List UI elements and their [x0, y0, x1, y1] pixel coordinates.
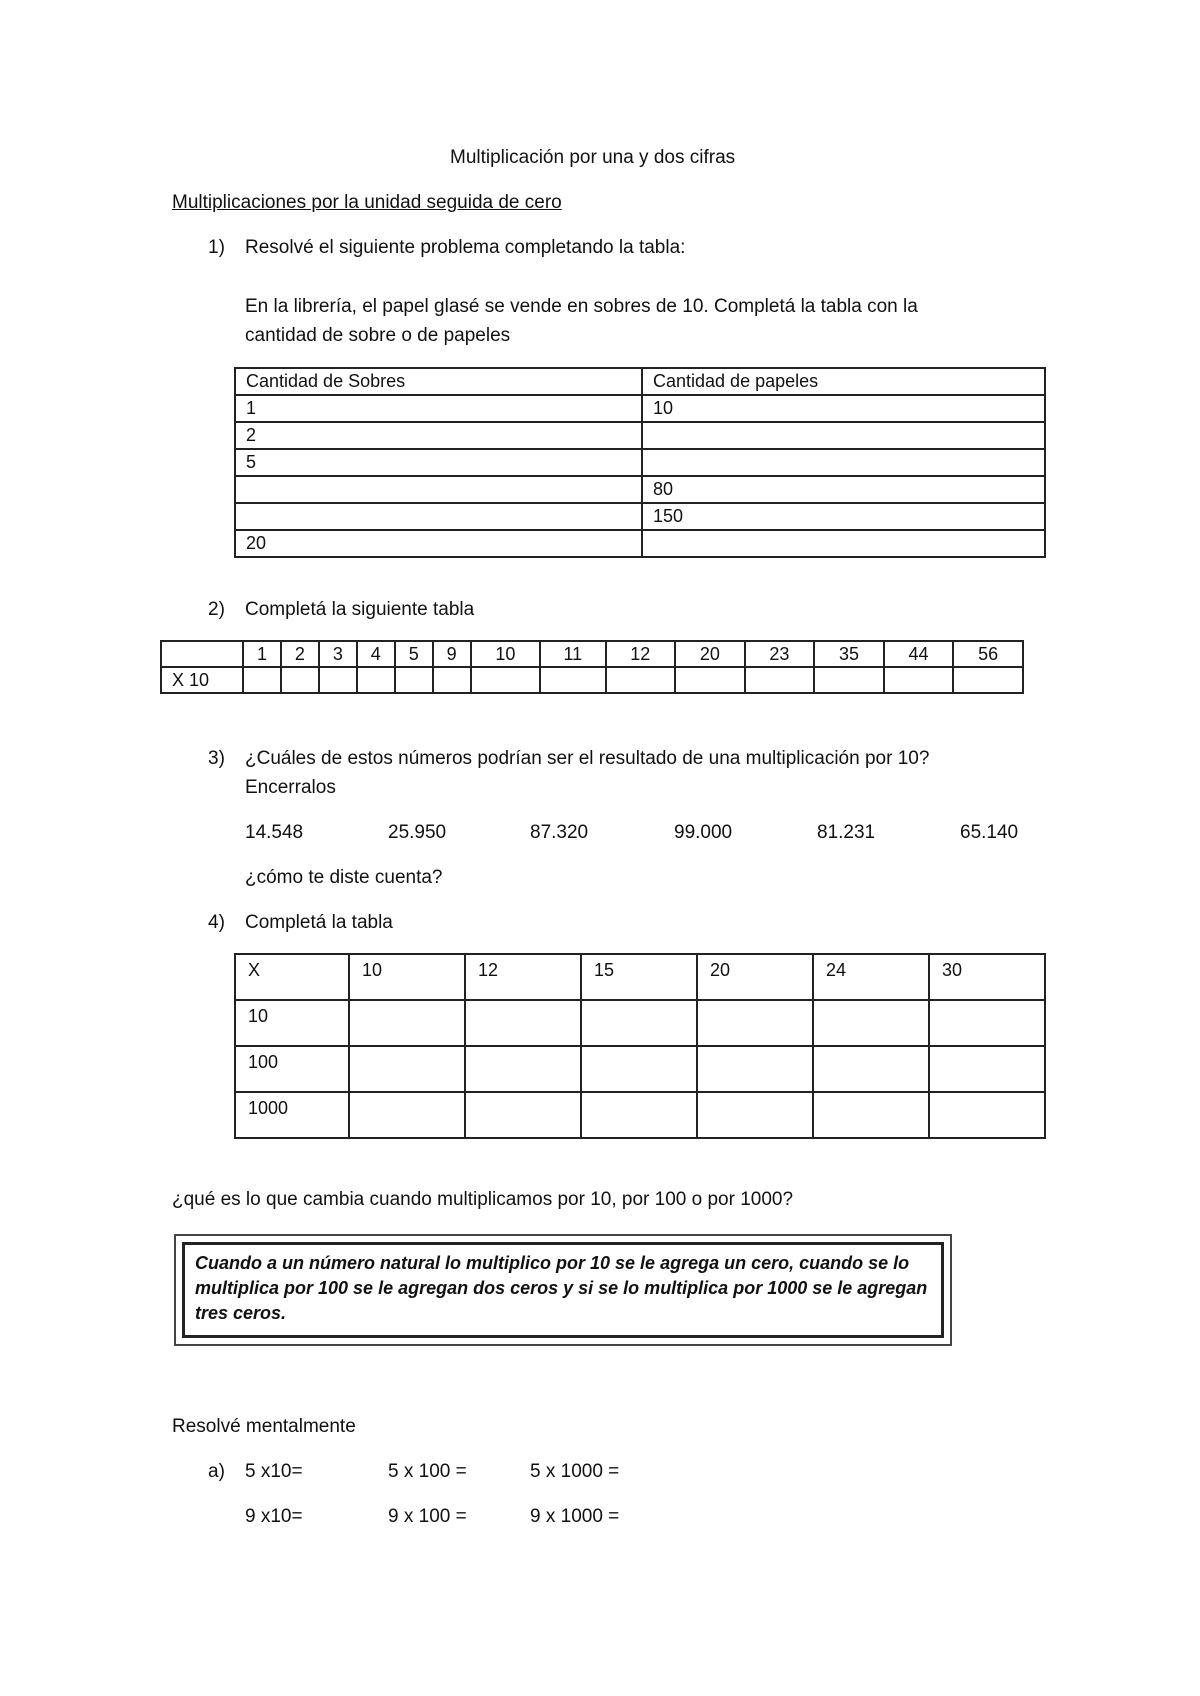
exercise-3-question: ¿Cuáles de estos números podrían ser el resultado de una multiplicación por 10?: [245, 748, 930, 769]
table-cell[interactable]: [243, 667, 281, 693]
row-label: 100: [235, 1046, 349, 1092]
candidate-number[interactable]: 87.320: [530, 822, 589, 843]
header-cell: 1: [243, 641, 281, 667]
table-cell[interactable]: [884, 667, 954, 693]
table-cell[interactable]: [929, 1092, 1045, 1138]
header-cell: 12: [606, 641, 676, 667]
candidate-number[interactable]: 81.231: [817, 822, 876, 843]
table-cell[interactable]: [813, 1092, 929, 1138]
exercise-1-problem-line1: En la librería, el papel glasé se vende en sobres de 10. Completá la tabla con la: [245, 296, 918, 317]
header-cell: 12: [465, 954, 581, 1000]
page-title: Multiplicación por una y dos cifras: [450, 147, 736, 168]
mental-expression: 9 x10=: [245, 1506, 303, 1527]
exercise-1-instruction: Resolvé el siguiente problema completando la tabla:: [245, 237, 686, 258]
exercise-1-problem-line2: cantidad de sobre o de papeles: [245, 325, 511, 346]
table-cell[interactable]: [395, 667, 433, 693]
table-row: [235, 449, 1045, 476]
header-cell-papeles: Cantidad de papeles: [642, 368, 1045, 395]
table-cell[interactable]: [675, 667, 745, 693]
table-header-row: [235, 954, 1045, 1000]
table-cell[interactable]: [465, 1046, 581, 1092]
header-cell: 10: [349, 954, 465, 1000]
header-cell: 10: [471, 641, 541, 667]
table-cell[interactable]: [581, 1046, 697, 1092]
table-cell[interactable]: [465, 1092, 581, 1138]
table-cell[interactable]: [471, 667, 541, 693]
mental-expression: 5 x 100 =: [388, 1461, 467, 1482]
candidate-number[interactable]: 25.950: [388, 822, 447, 843]
table-cell[interactable]: [319, 667, 357, 693]
table-cell[interactable]: [813, 1000, 929, 1046]
exercise-2-number: 2): [208, 599, 225, 620]
section-heading: Multiplicaciones por la unidad seguida de cero: [172, 192, 562, 213]
table-cell[interactable]: [953, 667, 1023, 693]
exercise-4-instruction: Completá la tabla: [245, 912, 393, 933]
candidate-number[interactable]: 65.140: [960, 822, 1019, 843]
header-cell: 4: [357, 641, 395, 667]
corner-cell: X: [235, 954, 349, 1000]
table-cell[interactable]: [642, 422, 1045, 449]
table-cell[interactable]: [581, 1092, 697, 1138]
table-cell[interactable]: [697, 1046, 813, 1092]
conclusion-box: [174, 1234, 952, 1346]
conclusion-text: Cuando a un número natural lo multiplico por 10 se le agrega un cero, cuando se lo multiplica por 100 se le agregan dos ceros y si se lo multiplica por 1000 se le agregan tres ceros.: [182, 1242, 944, 1338]
header-cell: 15: [581, 954, 697, 1000]
exercise-3-followup: ¿cómo te diste cuenta?: [245, 867, 443, 888]
mental-expression: 9 x 1000 =: [530, 1506, 620, 1527]
table-cell[interactable]: [349, 1000, 465, 1046]
mental-expression: 5 x 1000 =: [530, 1461, 620, 1482]
table-cell[interactable]: [929, 1046, 1045, 1092]
header-cell: 56: [953, 641, 1023, 667]
table-cell[interactable]: [349, 1046, 465, 1092]
table-cell[interactable]: [235, 503, 642, 530]
header-cell: 24: [813, 954, 929, 1000]
exercise-1-number: 1): [208, 237, 225, 258]
table-row: [235, 1000, 1045, 1046]
header-cell: 3: [319, 641, 357, 667]
header-cell: 20: [675, 641, 745, 667]
exercise-3-question-line2: Encerralos: [245, 777, 336, 798]
table-cell[interactable]: [745, 667, 815, 693]
table-cell: [161, 641, 243, 667]
table-cell[interactable]: [357, 667, 395, 693]
table-row: [235, 503, 1045, 530]
table-cell[interactable]: [814, 667, 884, 693]
row-label: 10: [235, 1000, 349, 1046]
exercise-3-number: 3): [208, 748, 225, 769]
table-header-row: [235, 368, 1045, 395]
mental-expression: 5 x10=: [245, 1461, 303, 1482]
table-cell[interactable]: 80: [642, 476, 1045, 503]
header-cell: 35: [814, 641, 884, 667]
table-cell[interactable]: 150: [642, 503, 1045, 530]
header-cell: 9: [433, 641, 471, 667]
header-cell: 2: [281, 641, 319, 667]
table-cell[interactable]: [929, 1000, 1045, 1046]
table-cell[interactable]: 2: [235, 422, 642, 449]
table-cell[interactable]: [697, 1000, 813, 1046]
sobres-table: [234, 367, 1046, 558]
table-row: [161, 667, 1023, 693]
table-cell[interactable]: 10: [642, 395, 1045, 422]
table-cell[interactable]: [235, 476, 642, 503]
table-row: [235, 530, 1045, 557]
table-header-row: [161, 641, 1023, 667]
header-cell-sobres: Cantidad de Sobres: [235, 368, 642, 395]
table-row: [235, 1092, 1045, 1138]
table-cell[interactable]: [642, 530, 1045, 557]
change-question: ¿qué es lo que cambia cuando multiplicamos por 10, por 100 o por 1000?: [172, 1189, 794, 1210]
candidate-number[interactable]: 99.000: [674, 822, 733, 843]
header-cell: 23: [745, 641, 815, 667]
table-cell[interactable]: [349, 1092, 465, 1138]
table-cell[interactable]: [813, 1046, 929, 1092]
mental-label: a): [208, 1461, 225, 1482]
table-row: [235, 395, 1045, 422]
mental-expression: 9 x 100 =: [388, 1506, 467, 1527]
exercise-4-number: 4): [208, 912, 225, 933]
table-row: [235, 422, 1045, 449]
table-cell[interactable]: 5: [235, 449, 642, 476]
table-cell[interactable]: [697, 1092, 813, 1138]
table-cell[interactable]: 20: [235, 530, 642, 557]
row-label: 1000: [235, 1092, 349, 1138]
table-cell[interactable]: 1: [235, 395, 642, 422]
candidate-number[interactable]: 14.548: [245, 822, 304, 843]
table-cell[interactable]: [642, 449, 1045, 476]
header-cell: 5: [395, 641, 433, 667]
header-cell: 30: [929, 954, 1045, 1000]
header-cell: 44: [884, 641, 954, 667]
header-cell: 20: [697, 954, 813, 1000]
table-cell[interactable]: [465, 1000, 581, 1046]
table-cell[interactable]: [606, 667, 676, 693]
header-cell: 11: [540, 641, 605, 667]
row-label-x10: X 10: [161, 667, 243, 693]
table-cell[interactable]: [581, 1000, 697, 1046]
table-row: [235, 476, 1045, 503]
table-cell[interactable]: [281, 667, 319, 693]
x10-table: [160, 640, 1024, 694]
table-cell[interactable]: [433, 667, 471, 693]
mental-heading: Resolvé mentalmente: [172, 1416, 356, 1437]
multiplication-grid: [234, 953, 1046, 1139]
exercise-2-instruction: Completá la siguiente tabla: [245, 599, 475, 620]
table-cell[interactable]: [540, 667, 605, 693]
table-row: [235, 1046, 1045, 1092]
